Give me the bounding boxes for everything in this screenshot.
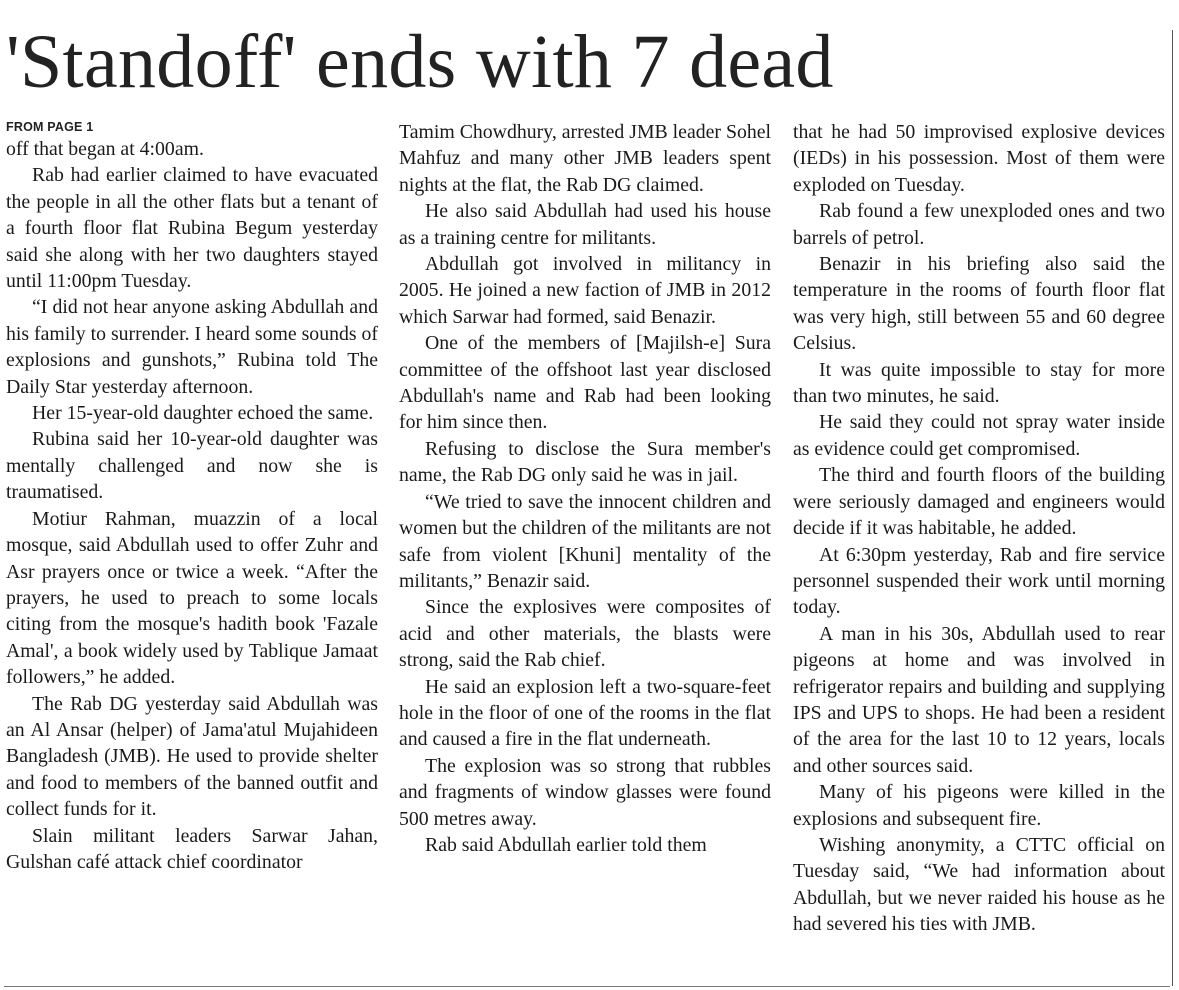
- paragraph: He also said Abdullah had used his house as a training centre for militants.: [399, 200, 771, 249]
- paragraph: Since the explosives were composites of acid and other materials, the blasts were strong, said the Rab chief.: [399, 596, 771, 672]
- paragraph: A man in his 30s, Abdullah used to rear pigeons at home and was involved in refrigerator repairs and building and supplying IPS and UPS to shops. He had been a resident of the area for the last 10 to 12 years, locals and other sources said.: [793, 622, 1165, 777]
- paragraph: It was quite impossible to stay for more than two minutes, he said.: [793, 358, 1165, 408]
- paragraph: “I did not hear anyone asking Abdullah and his family to surrender. I heard some sounds of explosions and gunshots,” Rubina told The Daily Star yesterday afternoon.: [6, 296, 378, 398]
- paragraph: The third and fourth floors of the building were seriously damaged and engineers would decide if it was habitable, he added.: [793, 464, 1165, 540]
- paragraph: Rab found a few unexploded ones and two barrels of petrol.: [793, 200, 1165, 249]
- paragraph: At 6:30pm yesterday, Rab and fire service personnel suspended their work until morning today.: [793, 543, 1165, 619]
- paragraph: Her 15-year-old daughter echoed the same.: [32, 402, 374, 425]
- headline: 'Standoff' ends with 7 dead: [6, 20, 834, 104]
- paragraph: Rubina said her 10-year-old daughter was mentally challenged and now she is traumatised.: [6, 428, 378, 504]
- paragraph: Refusing to disclose the Sura member's name, the Rab DG only said he was in jail.: [399, 437, 771, 487]
- paragraph: Abdullah got involved in militancy in 2005. He joined a new faction of JMB in 2012 which Sarwar had formed, said Benazir.: [399, 253, 771, 328]
- paragraph: off that began at 4:00am.: [6, 138, 204, 160]
- paragraph: “We tried to save the innocent children and women but the children of the militants are not safe from violent [Khuni] mentality of the militants,” Benazir said.: [399, 490, 771, 592]
- paragraph: One of the members of [Majilsh-e] Sura committee of the offshoot last year disclosed Abdullah's name and Rab had been looking for him since then.: [399, 332, 771, 434]
- paragraph: Benazir in his briefing also said the temperature in the rooms of fourth floor flat was very high, still between 55 and 60 degree Celsius.: [793, 253, 1165, 355]
- paragraph: Motiur Rahman, muazzin of a local mosque, said Abdullah used to offer Zuhr and Asr prayers once or twice a week. “After the prayers, he used to preach to some locals citing from the mosque's hadith book 'Fazale Amal', a book widely used by Tablique Jamaat followers,” he added.: [6, 507, 378, 689]
- page-bottom-rule: [4, 986, 1170, 987]
- paragraph: The explosion was so strong that rubbles and fragments of window glasses were found 500 metres away.: [399, 754, 771, 830]
- paragraph: The Rab DG yesterday said Abdullah was an Al Ansar (helper) of Jama'atul Mujahideen Bangladesh (JMB). He used to provide shelter and food to members of the banned outfit and collect funds for it.: [6, 692, 378, 821]
- article-column-1: [6, 119, 378, 875]
- article-column-2: [399, 119, 771, 858]
- paragraph: Wishing anonymity, a CTTC official on Tuesday said, “We had information about Abdullah, but we never raided his house as he had severed his ties with JMB.: [793, 833, 1165, 936]
- paragraph: that he had 50 improvised explosive devices (IEDs) in his possession. Most of them were exploded on Tuesday.: [793, 121, 1165, 196]
- paragraph: Rab said Abdullah earlier told them: [425, 833, 707, 856]
- paragraph: He said they could not spray water inside as evidence could get compromised.: [793, 411, 1165, 460]
- paragraph: Tamim Chowdhury, arrested JMB leader Sohel Mahfuz and many other JMB leaders spent nights at the flat, the Rab DG claimed.: [399, 121, 771, 196]
- paragraph: Slain militant leaders Sarwar Jahan, Gulshan café attack chief coordinator: [6, 824, 378, 873]
- paragraph: Rab had earlier claimed to have evacuated the people in all the other flats but a tenant of a fourth floor flat Rubina Begum yesterday said she along with her two daughters stayed until 11:00pm Tuesday.: [6, 164, 378, 293]
- paragraph: Many of his pigeons were killed in the explosions and subsequent fire.: [793, 781, 1165, 830]
- kicker: FROM PAGE 1: [6, 120, 94, 134]
- column-rule: [1172, 30, 1173, 986]
- article-column-3: [793, 119, 1165, 938]
- paragraph: He said an explosion left a two-square-feet hole in the floor of one of the rooms in the flat and caused a fire in the flat underneath.: [399, 675, 771, 751]
